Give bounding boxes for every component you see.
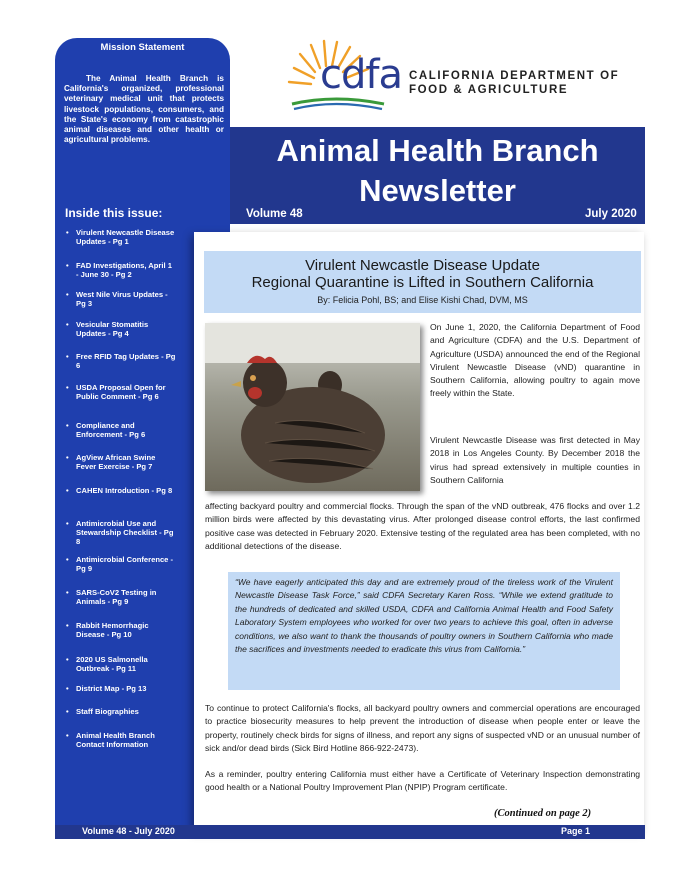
chicken-photo	[205, 323, 420, 491]
newsletter-title: Animal Health Branch Newsletter	[276, 133, 599, 208]
toc-item[interactable]: • FAD Investigations, April 1 - June 30 - Pg 2	[66, 261, 172, 280]
toc-item[interactable]: • West Nile Virus Updates - Pg 3	[66, 290, 168, 309]
toc-item[interactable]: • AgView African Swine Fever Exercise - Pg 7	[66, 453, 156, 472]
article-paragraph-2a: Virulent Newcastle Disease was first detected in May 2018 in Los Angeles County. By December 2018 the virus had spread extensively in multiple counties in Southern California	[430, 435, 640, 485]
toc-item[interactable]: • Vesicular Stomatitis Updates - Pg 4	[66, 320, 149, 339]
toc-item[interactable]: • USDA Proposal Open for Public Comment - Pg 6	[66, 383, 166, 402]
inside-issue-title: Inside this issue:	[65, 206, 163, 220]
toc-item[interactable]: • Antimicrobial Conference - Pg 9	[66, 555, 174, 574]
toc-item[interactable]: • Compliance and Enforcement - Pg 6	[66, 421, 146, 440]
article-paragraph-1: On June 1, 2020, the California Department of Food and Agriculture (CDFA) and the U.S. Department of Agriculture (USDA) announced the end of the Regional Virulent Newcastle Disease (vND) quarantine in Southern California, allowing poultry to again move freely within the State.	[430, 322, 640, 399]
toc-item[interactable]: • SARS-CoV2 Testing in Animals - Pg 9	[66, 588, 157, 607]
mission-statement-text: The Animal Health Branch is California's organized, professional veterinary medical unit that protects livestock populations, consumers, and the State's economy from catastrophic animal diseases and other health or agricultural problems.	[64, 74, 224, 145]
mission-statement-title: Mission Statement	[100, 42, 185, 53]
article-byline: By: Felicia Pohl, BS; and Elise Kishi Chad, DVM, MS	[317, 295, 528, 305]
continued-note[interactable]: (Continued on page 2)	[494, 808, 592, 819]
department-name-line2: FOOD & AGRICULTURE	[409, 84, 569, 96]
article-paragraph-4: As a reminder, poultry entering California must either have a Certificate of Veterinary Inspection demonstrating good health or a National Poultry Improvement Plan (NPIP) Program certificate.	[205, 769, 640, 793]
article-paragraph-3: To continue to protect California's flocks, all backyard poultry owners and commercial operations are encouraged to practice biosecurity measures to help prevent the introduction of disease when people enter or leave the property, routinely check birds for signs of illness, and report any signs of suspected vND or an unusual number of sick and/or dead birds (Sick Bird Hotline 866-922-2473).	[205, 703, 640, 753]
toc-item[interactable]: • Staff Biographies	[66, 707, 139, 716]
department-name-line1: CALIFORNIA DEPARTMENT OF	[409, 70, 620, 82]
page-number: Page 1	[561, 826, 591, 836]
toc-item[interactable]: • 2020 US Salmonella Outbreak - Pg 11	[66, 655, 148, 674]
toc-item[interactable]: • Rabbit Hemorrhagic Disease - Pg 10	[66, 621, 149, 640]
footer-issue: Volume 48 - July 2020	[82, 826, 175, 836]
toc-item[interactable]: • Animal Health Branch Contact Information	[66, 731, 155, 750]
toc-item[interactable]: • Virulent Newcastle Disease Updates - Pg 1	[66, 228, 175, 247]
toc-item[interactable]: • Free RFID Tag Updates - Pg 6	[66, 352, 176, 371]
pull-quote: “We have eagerly anticipated this day and are extremely proud of the tireless work of the Virulent Newcastle Disease Task Force,” said CDFA Secretary Karen Ross. “While we extend gratitude to the hundreds of dedicated and skilled USDA, CDFA and California Animal Health and Food Safety Laboratory System employees who worked for over two years to achieve this goal, often in adverse conditions, we also want to thank the thousands of poultry owners in Southern California who made the sacrifices and investments needed to eradicate this virus from California.”	[235, 577, 613, 655]
article-paragraph-2b: affecting backyard poultry and commercial flocks. Through the span of the vND outbreak, 476 flocks and over 1.2 million birds were affected by this devastating virus. After prolonged disease control efforts, the last confirmed positive case was detected in February 2020. Extensive testing of the regulated area has been completed, with no additional detections of the disease.	[205, 501, 640, 551]
volume-label: Volume 48	[246, 208, 303, 220]
article-headline: Virulent Newcastle Disease Update Regional Quarantine is Lifted in Southern California	[251, 257, 594, 291]
toc-item[interactable]: • District Map - Pg 13	[66, 684, 147, 693]
toc-item[interactable]: • Antimicrobial Use and Stewardship Checklist - Pg 8	[66, 519, 174, 547]
issue-date: July 2020	[585, 208, 637, 220]
toc-item[interactable]: • CAHEN Introduction - Pg 8	[66, 486, 173, 495]
cdfa-wordmark: cdfa	[320, 52, 402, 98]
